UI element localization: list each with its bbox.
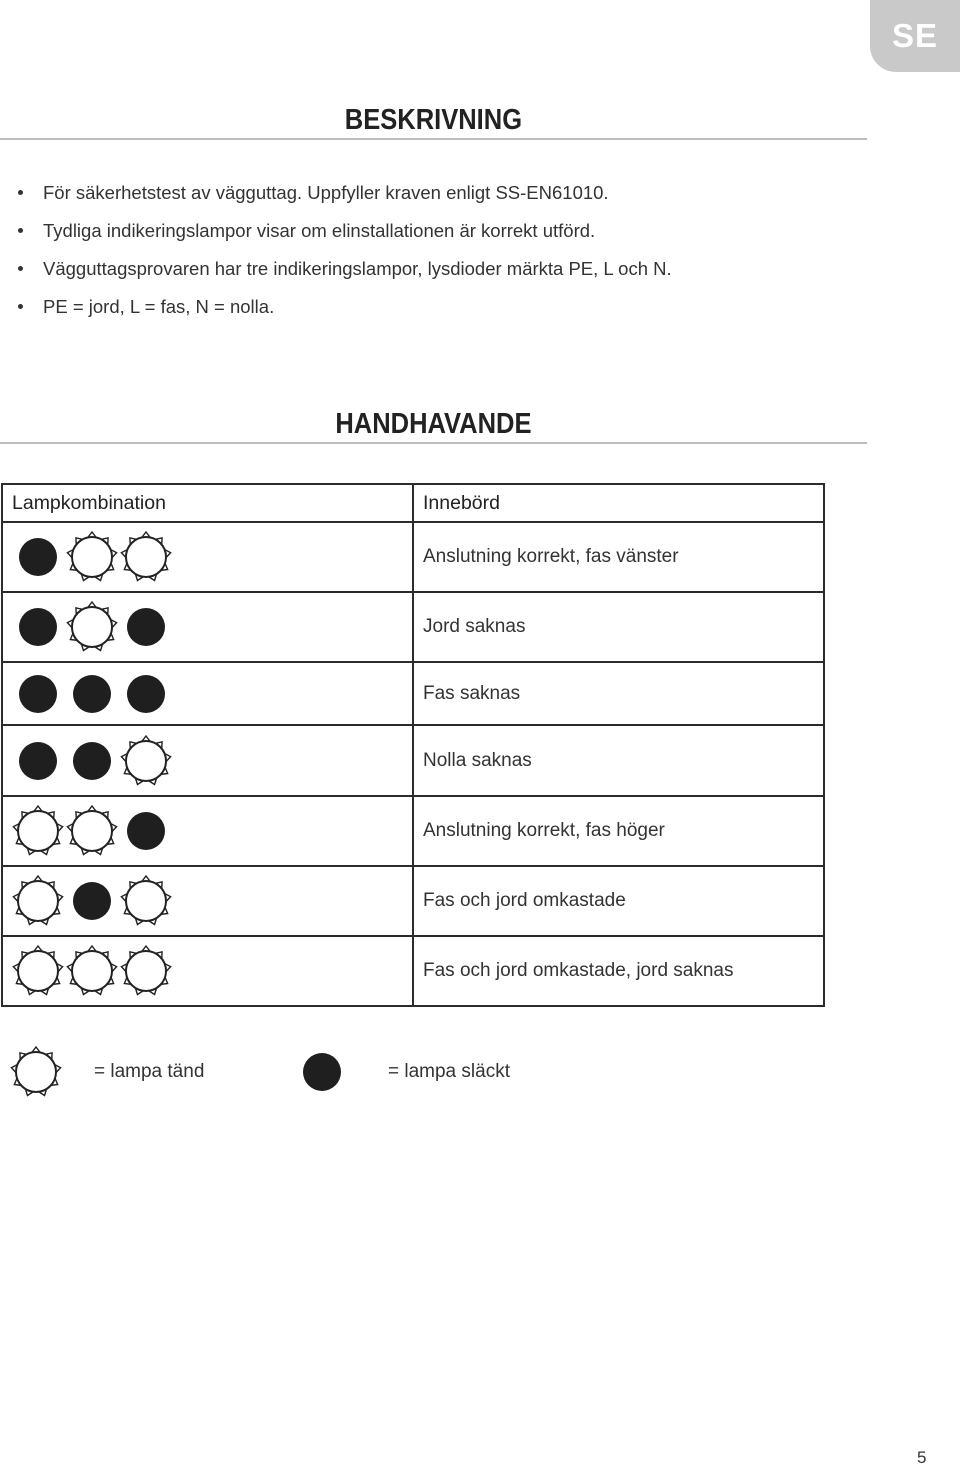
lamp-combination-cell xyxy=(2,725,413,796)
lamp-on-icon xyxy=(10,1046,62,1098)
lamp-combination xyxy=(3,945,412,997)
lamp-combination xyxy=(3,735,412,787)
meaning-header: Innebörd xyxy=(413,484,824,522)
description-item-text: PE = jord, L = fas, N = nolla. xyxy=(43,296,275,317)
operation-rule xyxy=(0,442,867,444)
lamp-off-icon xyxy=(12,668,64,720)
lamp-off-icon xyxy=(66,668,118,720)
lamp-on-icon xyxy=(120,875,172,927)
lamp-off-icon xyxy=(12,735,64,787)
description-item xyxy=(18,252,672,290)
lamp-on-icon xyxy=(66,531,118,583)
bullet-icon xyxy=(18,228,23,233)
lamp-off-icon xyxy=(66,875,118,927)
lamp-on-icon xyxy=(120,945,172,997)
table-row xyxy=(2,796,824,866)
description-item-text: För säkerhetstest av vägguttag. Uppfyller kraven enligt SS-EN61010. xyxy=(43,182,609,203)
lamp-combination-cell xyxy=(2,796,413,866)
lamp-off-icon xyxy=(66,735,118,787)
meaning-cell: Nolla saknas xyxy=(413,725,824,796)
combo-header: Lampkombination xyxy=(2,484,413,522)
lamp-off-icon xyxy=(12,601,64,653)
lamp-off-icon xyxy=(120,668,172,720)
lamp-on-icon xyxy=(66,805,118,857)
lamp-on-icon xyxy=(12,945,64,997)
legend-off-label: = lampa släckt xyxy=(388,1061,510,1082)
lamp-off-icon xyxy=(120,805,172,857)
meaning-cell: Fas saknas xyxy=(413,662,824,725)
meaning-cell: Fas och jord omkastade, jord saknas xyxy=(413,936,824,1006)
language-tab: SE xyxy=(870,0,960,72)
lamp-on-icon xyxy=(12,875,64,927)
bullet-icon xyxy=(18,266,23,271)
lamp-on-icon xyxy=(66,945,118,997)
lamp-off-icon xyxy=(120,601,172,653)
legend-item-off xyxy=(296,1046,510,1098)
lamp-combination-cell xyxy=(2,592,413,662)
meaning-cell: Jord saknas xyxy=(413,592,824,662)
table-row xyxy=(2,522,824,592)
table-row xyxy=(2,662,824,725)
description-item-text: Tydliga indikeringslampor visar om elinstallationen är korrekt utförd. xyxy=(43,220,596,241)
table-row xyxy=(2,725,824,796)
lamp-on-icon xyxy=(66,601,118,653)
lamp-combination xyxy=(3,601,412,653)
description-item xyxy=(18,176,672,214)
lamp-combination xyxy=(3,668,412,720)
description-item-text: Vägguttagsprovaren har tre indikeringslampor, lysdioder märkta PE, L och N. xyxy=(43,258,672,279)
table-row xyxy=(2,592,824,662)
lamp-combination-table xyxy=(1,483,825,1007)
lamp-combination-cell xyxy=(2,936,413,1006)
description-list xyxy=(18,176,672,328)
bullet-icon xyxy=(18,304,23,309)
lamp-combination xyxy=(3,875,412,927)
lamp-combination-cell xyxy=(2,662,413,725)
meaning-cell: Fas och jord omkastade xyxy=(413,866,824,936)
lamp-combination-cell xyxy=(2,866,413,936)
meaning-cell: Anslutning korrekt, fas höger xyxy=(413,796,824,866)
lamp-combination-cell xyxy=(2,522,413,592)
description-title: BESKRIVNING xyxy=(344,104,523,136)
lamp-off-icon xyxy=(12,531,64,583)
lamp-on-icon xyxy=(120,531,172,583)
legend-on-label: = lampa tänd xyxy=(94,1061,205,1082)
lamp-on-icon xyxy=(120,735,172,787)
table-row xyxy=(2,936,824,1006)
meaning-cell: Anslutning korrekt, fas vänster xyxy=(413,522,824,592)
lamp-combination xyxy=(3,805,412,857)
operation-title: HANDHAVANDE xyxy=(335,408,532,440)
lamp-combination xyxy=(3,531,412,583)
description-rule xyxy=(0,138,867,140)
lamp-off-icon xyxy=(296,1046,348,1098)
legend-item-on xyxy=(10,1046,204,1098)
description-item xyxy=(18,290,672,328)
table-row xyxy=(2,866,824,936)
table-header-row xyxy=(2,484,824,522)
page-number: 5 xyxy=(917,1448,927,1467)
lamp-on-icon xyxy=(12,805,64,857)
description-item xyxy=(18,214,672,252)
bullet-icon xyxy=(18,190,23,195)
